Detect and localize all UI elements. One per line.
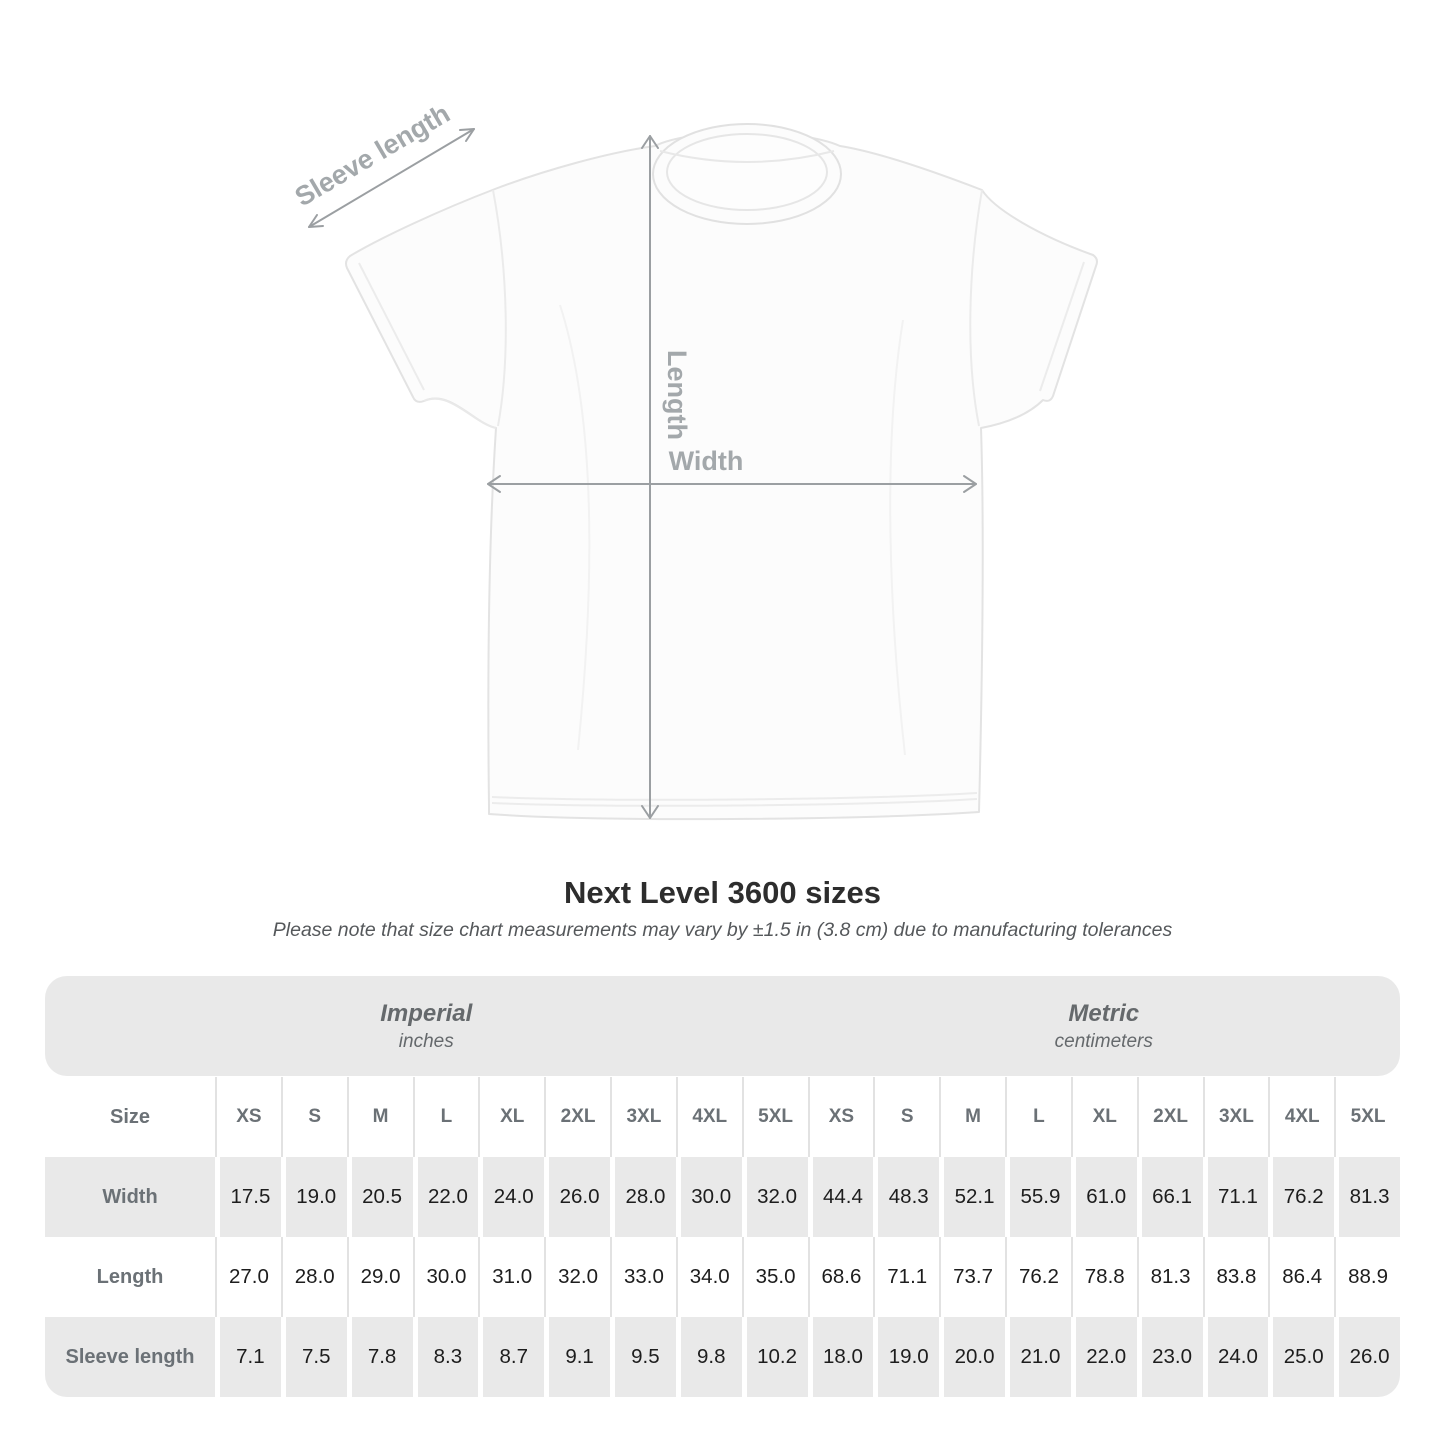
size-header-imperial-4xl: 4XL (676, 1077, 742, 1157)
value-cell: 52.1 (939, 1157, 1005, 1237)
value-cell: 55.9 (1005, 1157, 1071, 1237)
size-header-metric-3xl: 3XL (1203, 1077, 1269, 1157)
size-header-imperial-2xl: 2XL (544, 1077, 610, 1157)
units-band (45, 976, 1400, 1076)
value-cell: 9.8 (676, 1317, 742, 1397)
size-header-imperial-xl: XL (478, 1077, 544, 1157)
value-cell: 35.0 (742, 1237, 808, 1317)
size-grid (45, 1077, 1400, 1397)
value-cell: 81.3 (1137, 1237, 1203, 1317)
page-subtitle: Please note that size chart measurements may vary by ±1.5 in (3.8 cm) due to manufacturing tolerances (272, 919, 1173, 941)
value-cell: 21.0 (1005, 1317, 1071, 1397)
value-cell: 29.0 (347, 1237, 413, 1317)
value-cell: 76.2 (1005, 1237, 1071, 1317)
value-cell: 9.5 (610, 1317, 676, 1397)
value-cell: 32.0 (544, 1237, 610, 1317)
value-cell: 23.0 (1137, 1317, 1203, 1397)
size-table (45, 976, 1400, 1397)
size-header-imperial-5xl: 5XL (742, 1077, 808, 1157)
size-header-imperial-3xl: 3XL (610, 1077, 676, 1157)
value-cell: 76.2 (1268, 1157, 1334, 1237)
value-cell: 34.0 (676, 1237, 742, 1317)
value-cell: 19.0 (873, 1317, 939, 1397)
value-cell: 24.0 (478, 1157, 544, 1237)
value-cell: 32.0 (742, 1157, 808, 1237)
size-header-imperial-l: L (413, 1077, 479, 1157)
imperial-subheading: inches (398, 1030, 454, 1052)
value-cell: 25.0 (1268, 1317, 1334, 1397)
value-cell: 7.1 (215, 1317, 281, 1397)
size-header-metric-4xl: 4XL (1268, 1077, 1334, 1157)
row-label-length: Length (96, 1265, 164, 1288)
row-label-width: Width (45, 1157, 215, 1237)
value-cell: 8.3 (413, 1317, 479, 1397)
value-cell: 7.8 (347, 1317, 413, 1397)
metric-heading: Metric (1068, 999, 1140, 1027)
value-cell: 18.0 (808, 1317, 874, 1397)
value-cell: 71.1 (873, 1237, 939, 1317)
value-cell: 71.1 (1203, 1157, 1269, 1237)
value-cell: 26.0 (1334, 1317, 1400, 1397)
size-header-imperial-xs: XS (215, 1077, 281, 1157)
size-header-metric-xs: XS (808, 1077, 874, 1157)
size-header-metric-m: M (939, 1077, 1005, 1157)
value-cell: 22.0 (413, 1157, 479, 1237)
value-cell: 20.0 (939, 1317, 1005, 1397)
value-cell: 48.3 (873, 1157, 939, 1237)
value-cell: 61.0 (1071, 1157, 1137, 1237)
imperial-heading: Imperial (380, 999, 473, 1027)
value-cell: 83.8 (1203, 1237, 1269, 1317)
collar-inner (667, 134, 827, 210)
sleeve-length-label: Sleeve length (289, 98, 456, 213)
page-title: Next Level 3600 sizes (563, 875, 882, 910)
value-cell: 30.0 (413, 1237, 479, 1317)
value-cell: 78.8 (1071, 1237, 1137, 1317)
metric-subheading: centimeters (1054, 1030, 1153, 1052)
value-cell: 22.0 (1071, 1317, 1137, 1397)
value-cell: 8.7 (478, 1317, 544, 1397)
value-cell: 17.5 (215, 1157, 281, 1237)
value-cell: 30.0 (676, 1157, 742, 1237)
size-header-metric-2xl: 2XL (1137, 1077, 1203, 1157)
value-cell: 88.9 (1334, 1237, 1400, 1317)
value-cell: 7.5 (281, 1317, 347, 1397)
size-header-metric-s: S (873, 1077, 939, 1157)
value-cell: 68.6 (808, 1237, 874, 1317)
row-label-sleeve-length: Sleeve length (45, 1317, 215, 1397)
value-cell: 9.1 (544, 1317, 610, 1397)
width-label: Width (668, 446, 744, 476)
value-cell: 44.4 (808, 1157, 874, 1237)
value-cell: 28.0 (281, 1237, 347, 1317)
value-cell: 81.3 (1334, 1157, 1400, 1237)
value-cell: 73.7 (939, 1237, 1005, 1317)
size-header-imperial-s: S (281, 1077, 347, 1157)
value-cell: 33.0 (610, 1237, 676, 1317)
metric-section (808, 976, 1401, 1076)
value-cell: 24.0 (1203, 1317, 1269, 1397)
size-header-metric-5xl: 5XL (1334, 1077, 1400, 1157)
value-cell: 10.2 (742, 1317, 808, 1397)
size-column-header: Size (109, 1105, 151, 1128)
value-cell: 20.5 (347, 1157, 413, 1237)
value-cell: 31.0 (478, 1237, 544, 1317)
imperial-section (45, 976, 808, 1076)
size-header-imperial-m: M (347, 1077, 413, 1157)
value-cell: 86.4 (1268, 1237, 1334, 1317)
value-cell: 66.1 (1137, 1157, 1203, 1237)
value-cell: 28.0 (610, 1157, 676, 1237)
value-cell: 27.0 (215, 1237, 281, 1317)
value-cell: 19.0 (281, 1157, 347, 1237)
size-header-metric-l: L (1005, 1077, 1071, 1157)
length-label: Length (662, 350, 692, 440)
size-header-metric-xl: XL (1071, 1077, 1137, 1157)
value-cell: 26.0 (544, 1157, 610, 1237)
